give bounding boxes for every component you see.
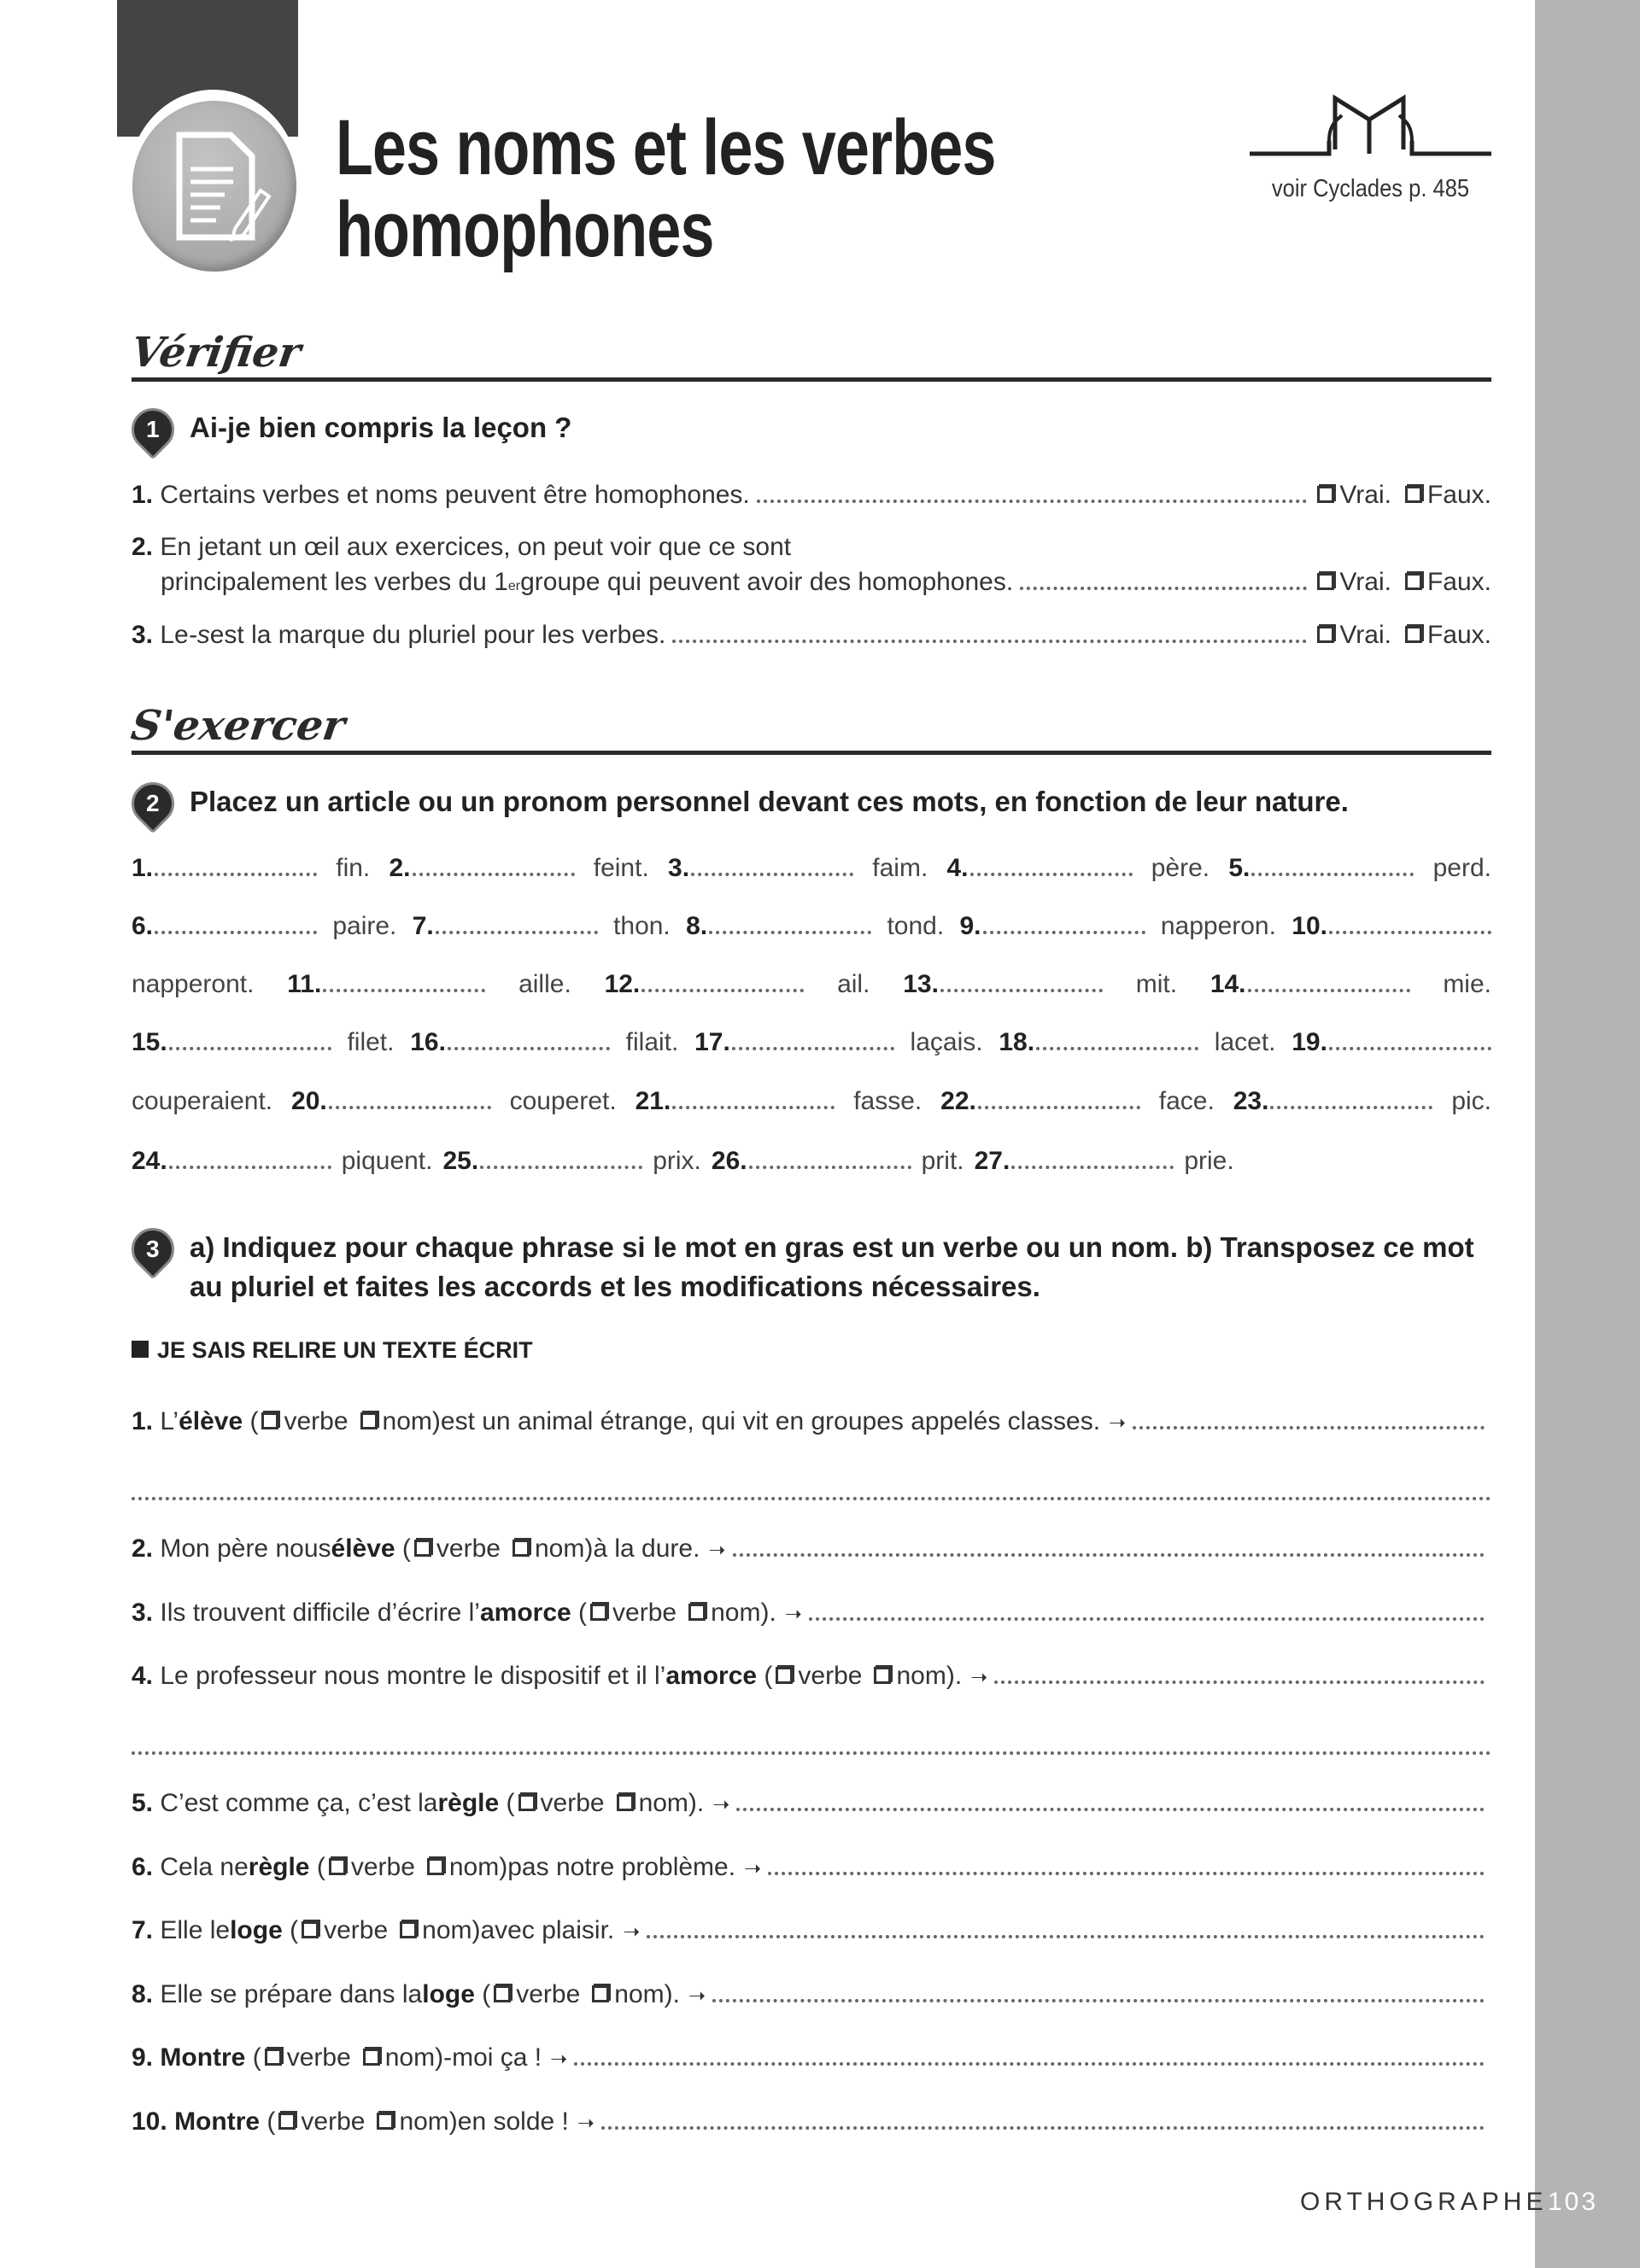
item-number: 5. <box>1228 854 1250 882</box>
blank-field[interactable] <box>959 912 1145 941</box>
item-word: couperaient. <box>132 1087 273 1115</box>
vrai-label: Vrai. <box>1339 481 1391 509</box>
checkbox-vrai[interactable] <box>1317 626 1334 643</box>
item-text: Elle se prépare dans la <box>160 1979 423 2008</box>
dot-leader <box>749 1166 911 1169</box>
checkbox-nom[interactable] <box>617 1794 634 1811</box>
item-text: Cela ne <box>160 1852 249 1881</box>
dot-leader <box>155 931 317 934</box>
item-number: 9. <box>132 2043 154 2072</box>
item-word: prix. <box>653 1147 701 1175</box>
blank-field[interactable] <box>390 854 575 883</box>
square-bullet-icon <box>132 1341 149 1358</box>
item-word: tond. <box>887 912 945 940</box>
dot-leader <box>132 1497 1491 1500</box>
item-number: 13. <box>903 970 939 998</box>
blank-field[interactable] <box>686 912 871 941</box>
checkbox-faux[interactable] <box>1405 573 1422 590</box>
item-number: 19. <box>1292 1028 1327 1056</box>
item-text: Certains verbes et noms peuvent être homophones. <box>160 481 750 509</box>
ex3-item: 4. Le professeur nous montre le dispositif et il l’ amorce ( verbe nom ) . ➝ <box>132 1662 1491 1691</box>
item-text: principalement les verbes du 1 <box>161 568 508 596</box>
item-number: 20. <box>291 1087 327 1115</box>
item-number: 6. <box>132 1852 154 1881</box>
nom-label: nom <box>382 1407 432 1435</box>
item-number: 2. <box>389 854 411 882</box>
answer-line[interactable] <box>647 1935 1485 1938</box>
item-number: 7. <box>132 1916 154 1944</box>
dot-leader <box>169 1047 331 1050</box>
arrow-icon: ➝ <box>550 2047 568 2071</box>
blank-field[interactable] <box>132 1028 331 1057</box>
verbe-label: verbe <box>798 1662 863 1690</box>
blank-field[interactable] <box>410 1028 610 1057</box>
verbe-label: verbe <box>436 1534 501 1563</box>
blank-field[interactable] <box>1292 912 1491 941</box>
reference-box <box>1250 90 1491 203</box>
item-number: 7. <box>412 912 434 940</box>
dot-leader <box>641 989 804 992</box>
nom-label: nom <box>711 1598 761 1627</box>
arrow-icon: ➝ <box>623 1920 641 1944</box>
item-number: 21. <box>635 1087 671 1115</box>
answer-line[interactable] <box>994 1681 1485 1684</box>
item-text: . <box>954 1662 963 1690</box>
ex3-item: 10. Montre ( verbe nom ) en solde ! ➝ <box>132 2107 1491 2136</box>
answer-line[interactable] <box>601 2126 1485 2130</box>
item-word: prie. <box>1184 1147 1234 1175</box>
exercise-number: 2 <box>146 790 160 817</box>
blank-field[interactable] <box>940 1087 1140 1116</box>
item-word: thon. <box>613 912 671 940</box>
blank-field[interactable] <box>1210 970 1410 999</box>
footer-section: ORTHOGRAPHE <box>1300 2188 1548 2216</box>
skill-label <box>132 1337 1491 1364</box>
ex3-item: 6. Cela ne règle ( verbe nom ) pas notre problème. ➝ <box>132 1853 1491 1882</box>
ex2-row <box>132 970 1491 999</box>
item-word: prit. <box>921 1147 964 1175</box>
checkbox-nom[interactable] <box>363 2049 380 2066</box>
item-number: 18. <box>999 1028 1035 1056</box>
item-keyword: loge <box>422 1979 475 2008</box>
item-number: 4. <box>946 854 969 882</box>
page-number: 103 <box>1548 2188 1599 2216</box>
ex2-row <box>132 1028 1491 1057</box>
skill-text: JE SAIS RELIRE UN TEXTE ÉCRIT <box>157 1337 533 1363</box>
item-number: 3. <box>668 854 690 882</box>
checkbox-verbe[interactable] <box>414 1540 431 1557</box>
ex1-item-2-line2 <box>132 568 1491 597</box>
faux-label: Faux. <box>1426 568 1491 596</box>
item-text: L’ <box>160 1407 179 1435</box>
section-practice <box>128 702 1491 755</box>
item-number: 14. <box>1210 970 1246 998</box>
ex3-item: 3. Ils trouvent difficile d’écrire l’ amorce ( verbe nom ) . ➝ <box>132 1599 1491 1628</box>
blank-field[interactable] <box>413 912 598 941</box>
checkbox-nom[interactable] <box>427 1858 444 1875</box>
blank-field[interactable] <box>605 970 805 999</box>
dot-leader <box>132 1751 1491 1755</box>
item-keyword: règle <box>437 1789 500 1817</box>
item-word: mit. <box>1135 970 1178 998</box>
blank-field[interactable] <box>132 912 317 941</box>
dot-leader <box>940 989 1103 992</box>
item-word: fasse. <box>853 1087 922 1115</box>
item-number: 11. <box>287 970 322 998</box>
checkbox-nom[interactable] <box>360 1412 378 1429</box>
item-keyword: élève <box>179 1407 243 1435</box>
item-text: est la marque du pluriel pour les verbes. <box>209 621 666 649</box>
item-word: face. <box>1158 1087 1215 1115</box>
dot-leader <box>323 989 485 992</box>
item-italic: -s <box>188 621 210 649</box>
item-word: fin. <box>336 854 371 882</box>
item-word: père. <box>1151 854 1210 882</box>
item-word: feint. <box>593 854 649 882</box>
arrow-icon: ➝ <box>784 1601 802 1626</box>
item-number: 8. <box>132 1979 154 2008</box>
answer-line[interactable] <box>1133 1426 1485 1429</box>
blank-field[interactable] <box>999 1028 1198 1057</box>
ex1-item-1 <box>132 481 1491 510</box>
item-number: 3. <box>132 621 154 649</box>
dot-leader <box>709 931 871 934</box>
answer-line[interactable] <box>768 1872 1485 1875</box>
dot-leader <box>1329 931 1491 934</box>
blank-field[interactable] <box>442 1147 642 1176</box>
dot-leader <box>1020 587 1307 590</box>
item-number: 8. <box>686 912 708 940</box>
item-number: 1. <box>132 481 154 509</box>
exercise-2-header <box>132 782 1491 825</box>
checkbox-verbe[interactable] <box>329 1858 346 1875</box>
item-keyword: règle <box>248 1852 310 1881</box>
nom-label: nom <box>422 1916 472 1944</box>
vrai-label: Vrai. <box>1339 568 1391 596</box>
item-number: 2. <box>132 533 154 561</box>
verbe-label: verbe <box>284 1407 348 1435</box>
section-practice-title: S'exercer <box>128 702 348 750</box>
checkbox-verbe[interactable] <box>776 1667 793 1684</box>
item-keyword: loge <box>230 1916 283 1944</box>
dot-leader <box>436 931 598 934</box>
dot-leader <box>672 1106 835 1109</box>
dot-leader <box>732 1047 894 1050</box>
item-number: 22. <box>940 1087 976 1115</box>
nom-label: nom <box>448 1852 500 1881</box>
ex1-item-2-line1 <box>132 533 1491 562</box>
exercise-title: Ai-je bien compris la leçon ? <box>190 412 572 443</box>
ex3-item: 9. Montre ( verbe nom ) -moi ça ! ➝ <box>132 2043 1491 2072</box>
page-side-band <box>1535 0 1640 2268</box>
nom-label: nom <box>614 1979 665 2008</box>
arrow-icon: ➝ <box>712 1792 730 1816</box>
item-number: 10. <box>1292 912 1327 940</box>
exercise-number-badge <box>123 774 184 834</box>
arrow-icon: ➝ <box>970 1665 988 1689</box>
item-text: est un animal étrange, qui vit en groupes appelés classes. <box>440 1407 1101 1435</box>
item-number: 10. <box>132 2107 167 2136</box>
item-word: piquent. <box>341 1147 433 1175</box>
item-number: 16. <box>410 1028 446 1056</box>
superscript: er <box>507 579 521 593</box>
dot-leader <box>1011 1166 1174 1169</box>
blank-field[interactable] <box>975 1147 1174 1176</box>
item-text: à la dure. <box>593 1534 700 1563</box>
blank-field[interactable] <box>636 1087 835 1116</box>
exercise-title <box>190 1228 1474 1306</box>
checkbox-nom[interactable] <box>377 2113 394 2130</box>
ex1-item-3 <box>132 621 1491 650</box>
arrow-icon: ➝ <box>708 1538 726 1562</box>
item-word: couperet. <box>509 1087 617 1115</box>
item-keyword: élève <box>331 1534 395 1563</box>
ex3-item: 7. Elle le loge ( verbe nom ) avec plaisir. ➝ <box>132 1916 1491 1945</box>
item-number: 27. <box>974 1147 1010 1175</box>
item-number: 6. <box>132 912 154 940</box>
dot-leader <box>691 873 853 876</box>
title-line-1: Les noms et les verbes <box>336 104 996 191</box>
section-verify <box>128 329 1491 382</box>
item-text: En jetant un œil aux exercices, on peut voir que ce sont <box>160 533 792 561</box>
dot-leader <box>155 873 317 876</box>
item-word: napperon. <box>1160 912 1276 940</box>
verbe-label: verbe <box>516 1979 581 2008</box>
vrai-label: Vrai. <box>1339 621 1391 649</box>
item-text: . <box>672 1979 680 2008</box>
nom-label: nom <box>384 2043 436 2072</box>
answer-line-continued[interactable] <box>132 1471 1491 1500</box>
blank-field[interactable] <box>668 854 853 883</box>
reference-text: voir Cyclades p. 485 <box>1271 175 1470 202</box>
blank-field[interactable] <box>694 1028 894 1057</box>
nom-label: nom <box>638 1789 688 1817</box>
item-number: 23. <box>1233 1087 1269 1115</box>
item-text: -moi ça ! <box>443 2043 542 2072</box>
dot-leader <box>329 1106 491 1109</box>
ex2-row <box>132 912 1491 941</box>
ex2-row <box>132 1147 1491 1176</box>
item-keyword: amorce <box>479 1598 571 1627</box>
dot-leader <box>480 1166 642 1169</box>
arrow-icon: ➝ <box>1109 1411 1127 1435</box>
reading-book-icon <box>1250 90 1491 158</box>
item-text: Elle le <box>160 1916 231 1944</box>
item-keyword: Montre <box>174 2107 261 2136</box>
item-number: 25. <box>442 1147 479 1175</box>
exercise-title: Placez un article ou un pronom personnel devant ces mots, en fonction de leur nature. <box>190 786 1349 817</box>
section-verify-title: Vérifier <box>128 329 304 377</box>
item-number: 9. <box>959 912 981 940</box>
checkbox-vrai[interactable] <box>1317 573 1334 590</box>
item-keyword: Montre <box>160 2043 246 2072</box>
dot-leader <box>978 1106 1140 1109</box>
checkbox-verbe[interactable] <box>590 1604 607 1621</box>
answer-line[interactable] <box>736 1808 1485 1811</box>
item-word: napperont. <box>132 970 255 998</box>
item-text: . <box>696 1789 705 1817</box>
item-text: Le professeur nous montre le dispositif et il l’ <box>160 1662 666 1690</box>
item-keyword: amorce <box>665 1662 758 1690</box>
blank-field[interactable] <box>132 1147 331 1176</box>
item-text: Mon père nous <box>160 1534 331 1563</box>
item-number: 15. <box>132 1028 167 1056</box>
title-line-1: a) Indiquez pour chaque phrase si le mot en gras est un verbe ou un nom. b) Transposez ce mot <box>190 1231 1474 1263</box>
item-text: Ils trouvent difficile d’écrire l’ <box>160 1598 480 1627</box>
dot-leader <box>1248 989 1410 992</box>
item-word: pic. <box>1451 1087 1491 1115</box>
blank-field[interactable] <box>291 1087 491 1116</box>
item-text: . <box>769 1598 776 1627</box>
item-text: pas notre problème. <box>507 1852 736 1881</box>
checkbox-nom[interactable] <box>688 1604 706 1621</box>
dot-leader <box>1270 1106 1432 1109</box>
item-number: 3. <box>132 1598 154 1627</box>
item-number: 5. <box>132 1789 154 1817</box>
blank-field[interactable] <box>1228 854 1414 883</box>
ex2-row <box>132 854 1491 883</box>
checkbox-vrai[interactable] <box>1317 486 1334 503</box>
ex3-item: 1. L’ élève ( verbe nom ) est un animal étrange, qui vit en groupes appelés classes. ➝ <box>132 1407 1491 1436</box>
blank-field[interactable] <box>132 854 317 883</box>
ex2-row <box>132 1087 1491 1116</box>
dot-leader <box>983 931 1145 934</box>
blank-field[interactable] <box>903 970 1103 999</box>
answer-line[interactable] <box>712 1999 1485 2002</box>
checkbox-nom[interactable] <box>400 1921 417 1938</box>
dot-leader <box>1036 1047 1198 1050</box>
dot-leader <box>1329 1047 1491 1050</box>
blank-field[interactable] <box>1233 1087 1433 1116</box>
item-text: en solde ! <box>457 2107 569 2136</box>
arrow-icon: ➝ <box>744 1856 762 1880</box>
exercise-number-badge <box>123 400 184 460</box>
arrow-icon: ➝ <box>688 1983 706 2008</box>
answer-line[interactable] <box>809 1617 1485 1621</box>
item-number: 1. <box>132 854 154 882</box>
blank-field[interactable] <box>1292 1028 1491 1057</box>
blank-field[interactable] <box>287 970 485 999</box>
item-text: C’est comme ça, c’est la <box>160 1789 438 1817</box>
dot-leader <box>970 873 1133 876</box>
verbe-label: verbe <box>324 1916 389 1944</box>
item-number: 1. <box>132 1407 154 1435</box>
dot-leader <box>413 873 575 876</box>
item-text: Le <box>160 621 189 649</box>
page-title <box>336 104 996 273</box>
item-text: groupe qui peuvent avoir des homophones. <box>520 568 1014 596</box>
dot-leader <box>672 640 1307 643</box>
item-word: lacet. <box>1214 1028 1276 1056</box>
dot-leader <box>448 1047 610 1050</box>
exercise-number: 1 <box>146 416 160 443</box>
item-word: laçais. <box>910 1028 983 1056</box>
checkbox-verbe[interactable] <box>265 2049 282 2066</box>
item-word: filait. <box>625 1028 679 1056</box>
dot-leader <box>169 1166 331 1169</box>
title-line-2: homophones <box>336 186 714 273</box>
ex3-item: 2. Mon père nous élève ( verbe nom ) à la dure. ➝ <box>132 1534 1491 1564</box>
checkbox-verbe[interactable] <box>302 1921 319 1938</box>
checkbox-faux[interactable] <box>1405 626 1422 643</box>
checkbox-verbe[interactable] <box>261 1412 278 1429</box>
verbe-label: verbe <box>301 2107 366 2136</box>
checkbox-faux[interactable] <box>1405 486 1422 503</box>
exercise-3-header <box>132 1228 1491 1306</box>
title-line-2: au pluriel et faites les accords et les modifications nécessaires. <box>190 1271 1040 1302</box>
verbe-label: verbe <box>540 1789 605 1817</box>
item-number: 24. <box>132 1147 167 1175</box>
item-number: 2. <box>132 1534 154 1563</box>
item-word: perd. <box>1432 854 1491 882</box>
item-word: paire. <box>332 912 397 940</box>
checkbox-nom[interactable] <box>592 1985 609 2002</box>
checkbox-verbe[interactable] <box>278 2113 296 2130</box>
verbe-label: verbe <box>350 1852 415 1881</box>
item-number: 26. <box>711 1147 747 1175</box>
verbe-label: verbe <box>612 1598 677 1627</box>
dot-leader <box>757 500 1308 503</box>
answer-line[interactable] <box>733 1553 1485 1557</box>
faux-label: Faux. <box>1426 481 1491 509</box>
checkbox-nom[interactable] <box>512 1540 530 1557</box>
arrow-icon: ➝ <box>577 2110 594 2135</box>
nom-label: nom <box>399 2107 449 2136</box>
item-word: aille. <box>518 970 571 998</box>
item-word: mie. <box>1443 970 1491 998</box>
checkbox-nom[interactable] <box>874 1667 891 1684</box>
ex3-item: 8. Elle se prépare dans la loge ( verbe nom ) . ➝ <box>132 1980 1491 2009</box>
ex3-item: 5. C’est comme ça, c’est la règle ( verbe nom ) . ➝ <box>132 1789 1491 1818</box>
answer-line[interactable] <box>574 2062 1485 2066</box>
dot-leader <box>1251 873 1414 876</box>
item-text: avec plaisir. <box>480 1916 615 1944</box>
item-word: ail. <box>837 970 870 998</box>
checkbox-verbe[interactable] <box>518 1794 536 1811</box>
nom-label: nom <box>896 1662 946 1690</box>
exercise-number: 3 <box>146 1236 160 1263</box>
exercise-1-header <box>132 408 1491 451</box>
item-word: faim. <box>872 854 928 882</box>
item-word: filet. <box>347 1028 395 1056</box>
exercise-number-badge <box>123 1219 184 1280</box>
item-number: 12. <box>604 970 641 998</box>
answer-line-continued[interactable] <box>132 1726 1491 1755</box>
item-number: 4. <box>132 1662 154 1690</box>
blank-field[interactable] <box>947 854 1133 883</box>
verbe-label: verbe <box>286 2043 351 2072</box>
item-number: 17. <box>694 1028 730 1056</box>
checkbox-verbe[interactable] <box>494 1985 511 2002</box>
worksheet-icon <box>132 101 296 272</box>
faux-label: Faux. <box>1426 621 1491 649</box>
blank-field[interactable] <box>712 1147 911 1176</box>
nom-label: nom <box>534 1534 585 1563</box>
